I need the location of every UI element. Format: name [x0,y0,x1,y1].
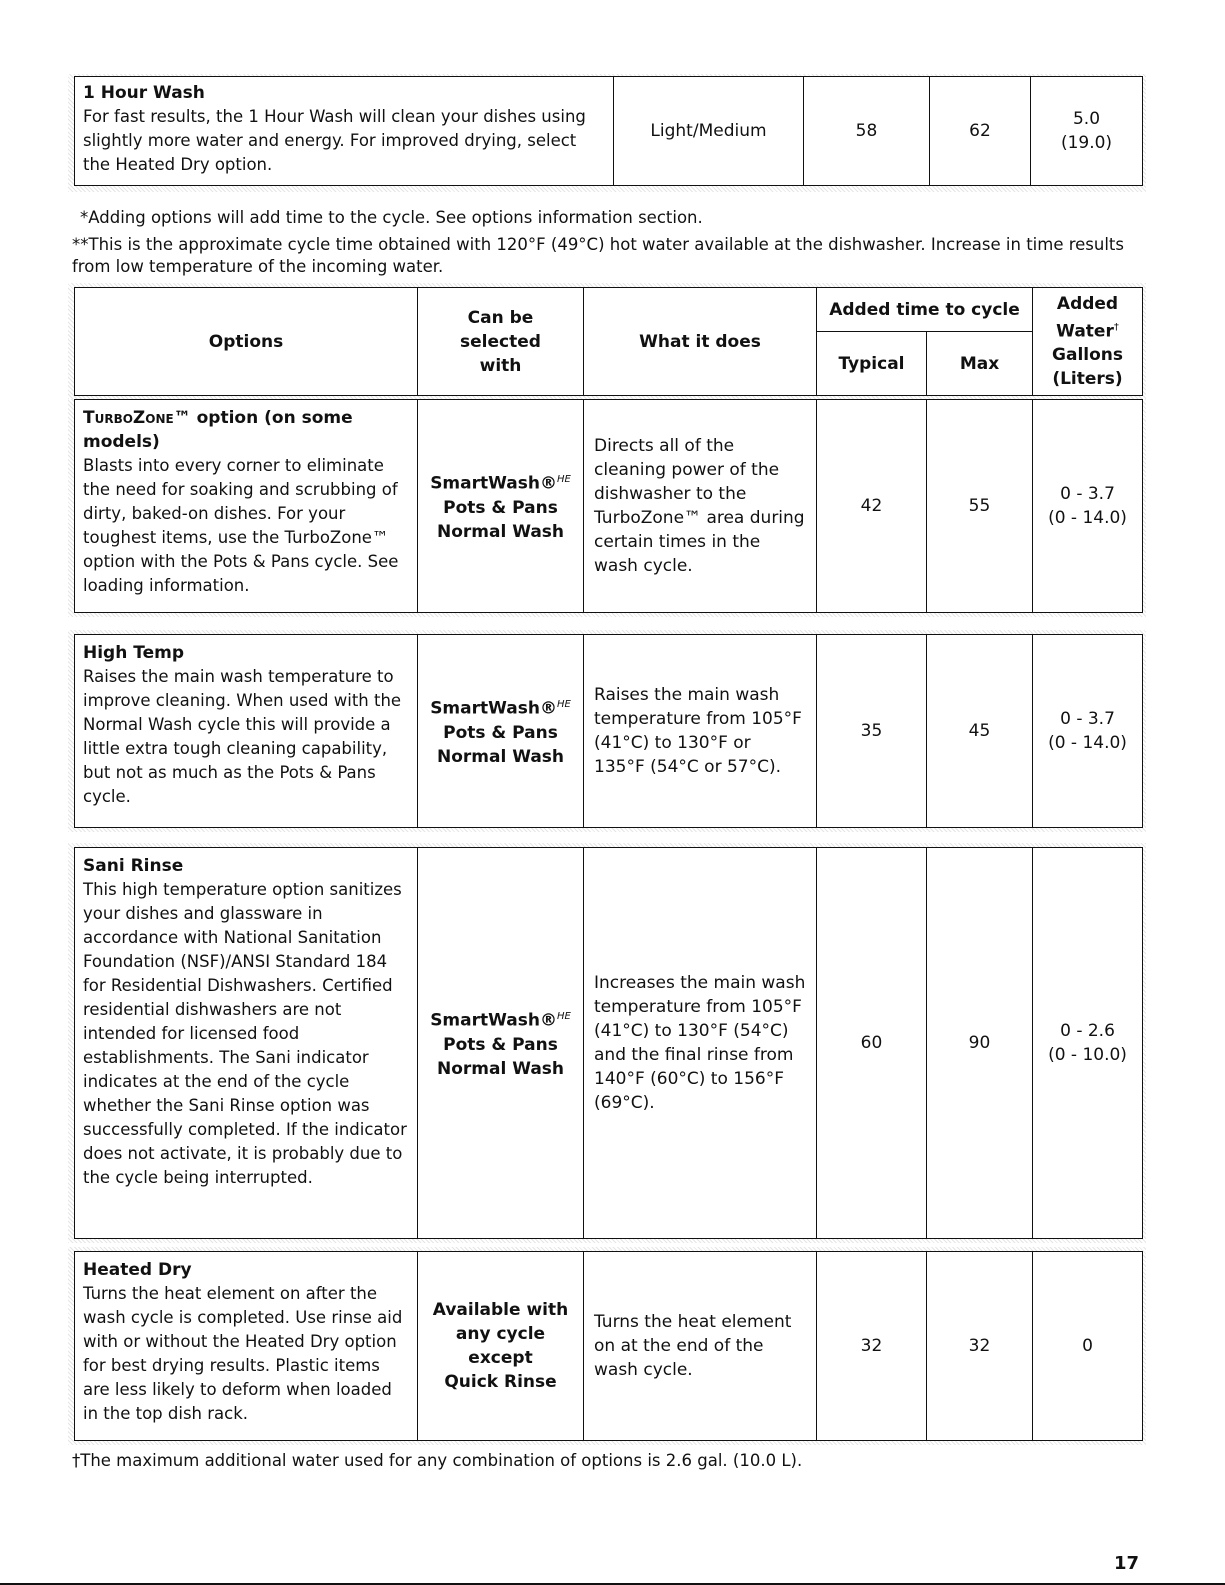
high-temp-option-cell [75,635,418,828]
cycle-description: For fast results, the 1 Hour Wash will clean your dishes using slightly more water and energy. For improved drying, select the Heated Dry option. [83,107,586,174]
top-row-cycle-cell [75,77,614,186]
sani-rinse-water-l: (0 - 10.0) [1048,1045,1127,1065]
sani-rinse-water-gal: 0 - 2.6 [1060,1021,1115,1041]
heated-dry-water-gal: 0 [1082,1336,1093,1356]
top-row-water-gal: 5.0 [1072,109,1101,129]
turbozone-water-gal: 0 - 3.7 [1060,484,1115,504]
turbozone-sel-0: SmartWash® [430,473,557,494]
heated-dry-water [1033,1252,1143,1441]
high-temp-sel-1: Pots & Pans [443,722,558,743]
sani-rinse-option-cell [75,848,418,1239]
high-temp-typical: 35 [817,635,927,828]
sani-rinse-typical: 60 [817,848,927,1239]
high-temp-sel-2: Normal Wash [436,746,565,767]
he-mark: HE [556,699,571,711]
turbozone-selected-with [418,400,584,613]
liters-label: (Liters) [1052,369,1123,390]
high-temp-selected-with [418,635,584,828]
high-temp-max: 45 [927,635,1033,828]
heated-dry-sel-1: any cycle [455,1324,546,1344]
heated-dry-max: 32 [927,1252,1033,1441]
footnote: †The maximum additional water used for any combination of options is 2.6 gal. (10.0 L). [72,1451,803,1470]
turbozone-option-cell [75,400,418,613]
sani-rinse-description: This high temperature option sanitizes your dishes and glassware in accordance with National Sanitation Foundation (NSF)/ANSI Standard 184 for Residential Dishwashers. Certified residential dishwashers are not intended for licensed food establishments. The Sani indicator indicates at the end of the cycle whether the Sani Rinse option was successfully completed. If the indicator does not activate, it is probably due to the cycle being interrupted. [83,880,407,1187]
high-temp-water-l: (0 - 14.0) [1048,733,1127,753]
heated-dry-selected-with [418,1252,584,1441]
turbozone-water [1033,400,1143,613]
heated-dry-description: Turns the heat element on after the wash cycle is completed. Use rinse aid with or without the Heated Dry option for best drying results. Plastic items are less likely to deform when loaded in the top dish rack. [83,1284,403,1423]
top-row-col1: 58 [804,77,930,186]
note-adding-options: *Adding options will add time to the cycle. See options information section. [80,208,703,227]
heated-dry-option-cell [75,1252,418,1441]
high-temp-water [1033,635,1143,828]
he-mark: HE [556,474,571,486]
turbozone-description: Blasts into every corner to eliminate the need for soaking and scrubbing of dirty, baked-on dishes. For your toughest items, use the TurboZone™ option with the Pots & Pans cycle. See loading information. [83,456,399,595]
turbozone-table [74,399,1143,613]
sani-rinse-title: Sani Rinse [83,856,184,876]
options-header-table [74,287,1143,396]
sani-rinse-what-it-does: Increases the main wash temperature from 105°F (41°C) to 130°F (54°C) and the final rinse from 140°F (60°C) to 156°F (69°C). [584,848,817,1239]
turbozone-sel-1: Pots & Pans [443,497,558,518]
sani-rinse-sel-0: SmartWash® [430,1010,557,1031]
high-temp-table [74,634,1143,828]
cycle-title: 1 Hour Wash [83,83,205,103]
page-number: 17 [1113,1553,1139,1574]
turbozone-title [83,406,409,454]
sani-rinse-sel-1: Pots & Pans [443,1034,558,1055]
top-row-water-l: (19.0) [1060,133,1113,153]
dagger-mark: † [1113,321,1119,333]
heated-dry-sel-3: Quick Rinse [444,1372,557,1392]
sani-rinse-selected-with [418,848,584,1239]
sani-rinse-max: 90 [927,848,1033,1239]
top-row-water [1031,77,1143,186]
sani-rinse-sel-2: Normal Wash [436,1058,565,1079]
heated-dry-table [74,1251,1143,1441]
top-row-table [74,76,1143,186]
sani-rinse-table [74,847,1143,1239]
heated-dry-sel-0: Available with [432,1300,569,1320]
heated-dry-sel-2: except [468,1348,533,1368]
added-water-header [1033,288,1143,396]
turbozone-typical: 42 [817,400,927,613]
high-temp-water-gal: 0 - 3.7 [1060,709,1115,729]
added-time-header: Added time to cycle [817,288,1033,332]
sani-rinse-water [1033,848,1143,1239]
options-header: Options [75,288,418,396]
gallons-label: Gallons [1052,345,1123,366]
can-be-selected-header: Can be selected with [418,288,584,396]
turbozone-max: 55 [927,400,1033,613]
heated-dry-title: Heated Dry [83,1260,192,1280]
top-row-col2: 62 [930,77,1031,186]
turbozone-title-sc: TurboZone [83,408,174,428]
turbozone-what-it-does: Directs all of the cleaning power of the dishwasher to the TurboZone™ area during certain times in the wash cycle. [584,400,817,613]
typical-header: Typical [817,332,927,396]
high-temp-description: Raises the main wash temperature to improve cleaning. When used with the Normal Wash cycle this will provide a little extra tough cleaning capability, but not as much as the Pots & Pans cycle. [83,667,402,806]
turbozone-sel-2: Normal Wash [436,521,565,542]
turbozone-water-l: (0 - 14.0) [1048,508,1127,528]
max-header: Max [927,332,1033,396]
note-cycle-time: **This is the approximate cycle time obtained with 120°F (49°C) hot water available at the dishwasher. Increase in time results from low temperature of the incoming water. [72,235,1124,276]
what-it-does-header: What it does [584,288,817,396]
high-temp-title: High Temp [83,643,184,663]
high-temp-what-it-does: Raises the main wash temperature from 105°F (41°C) to 130°F or 135°F (54°C or 57°C). [584,635,817,828]
added-water-line1: Added [1056,293,1119,314]
high-temp-sel-0: SmartWash® [430,698,557,719]
soil-level: Light/Medium [614,77,804,186]
he-mark: HE [556,1011,571,1023]
heated-dry-typical: 32 [817,1252,927,1441]
heated-dry-what-it-does: Turns the heat element on at the end of the wash cycle. [584,1252,817,1441]
added-water-line2: Water [1056,321,1114,342]
turbozone-title-rest: ™ option (on some models) [83,408,353,452]
